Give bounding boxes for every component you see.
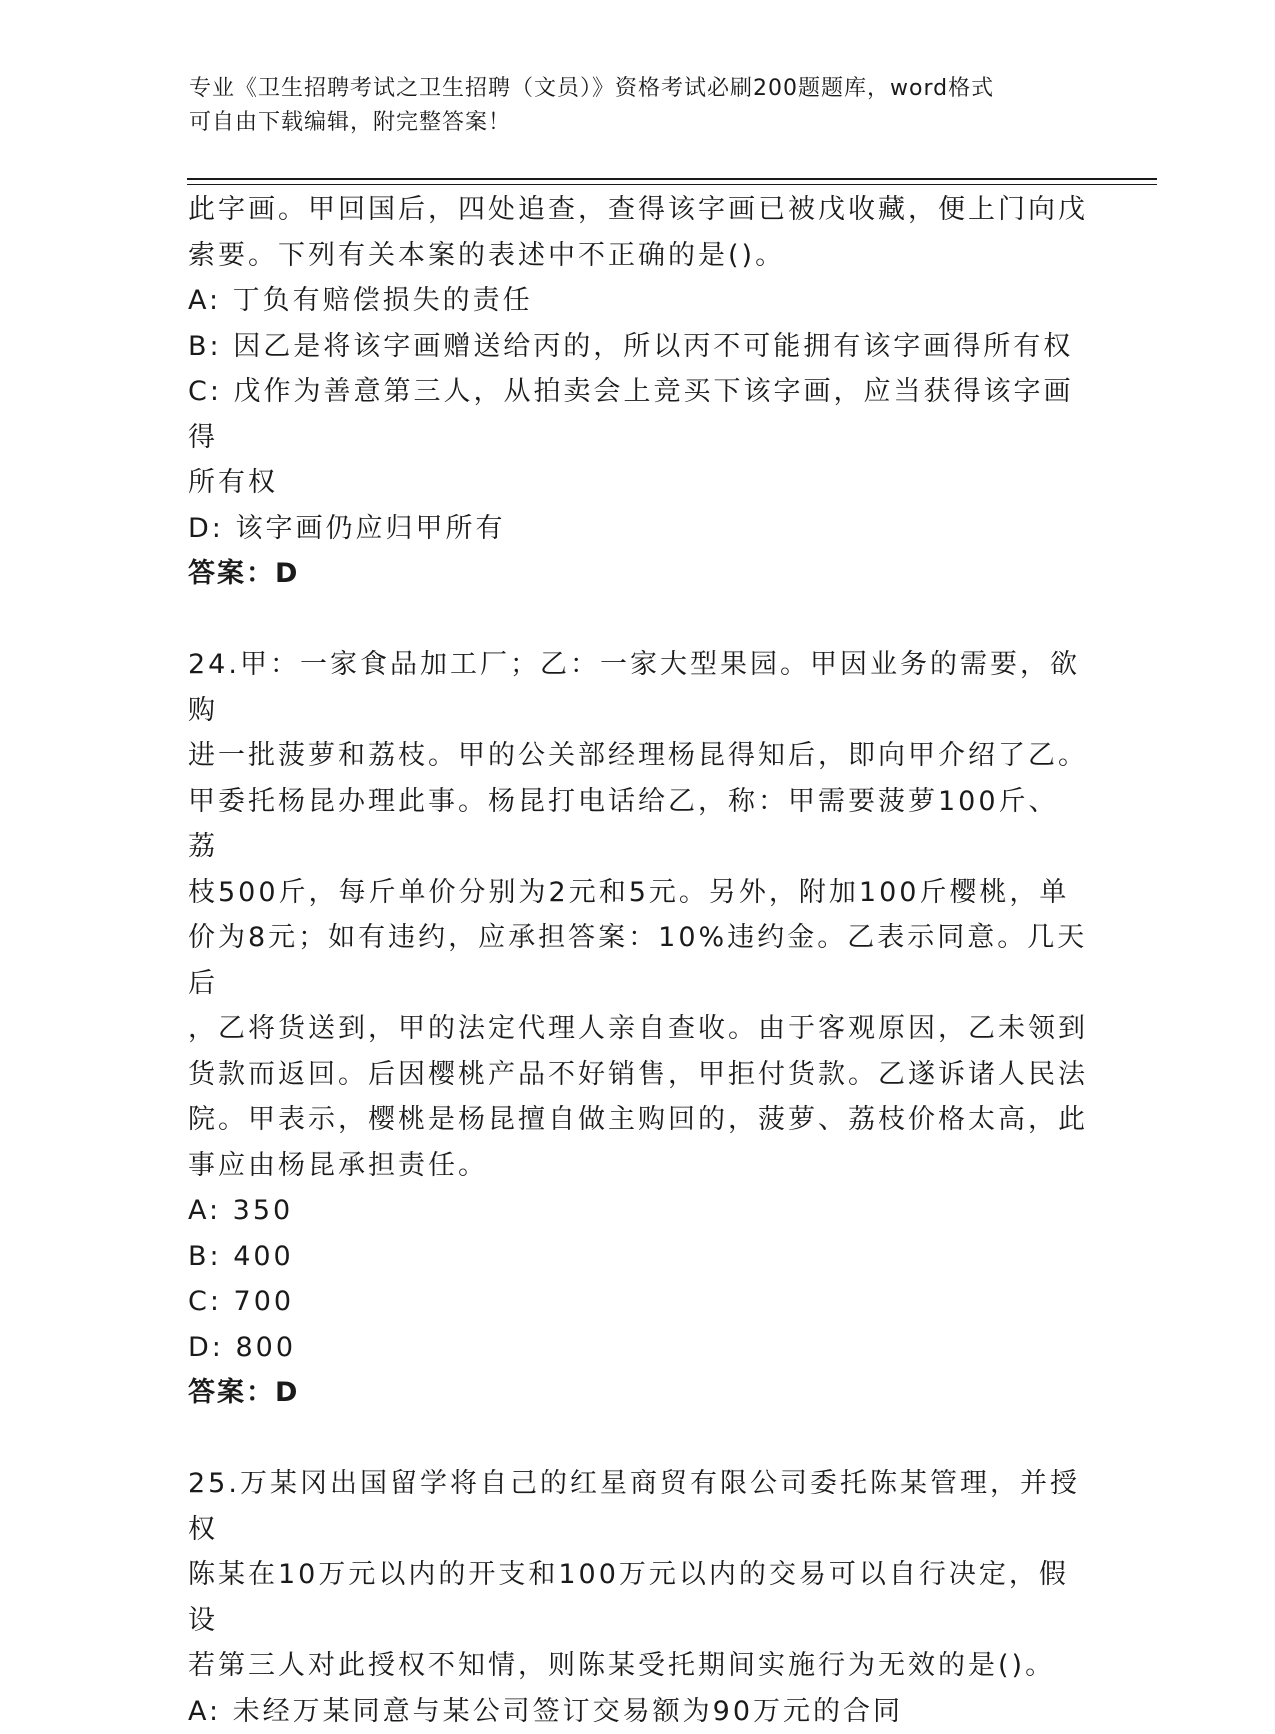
question-stem-line: 索要。下列有关本案的表述中不正确的是()。	[188, 233, 1088, 279]
question-spacer	[188, 597, 1088, 643]
option-d: D: 该字画仍应归甲所有	[188, 506, 1088, 552]
question-stem-line: 24.甲：一家食品加工厂；乙：一家大型果园。甲因业务的需要，欲购	[188, 642, 1088, 733]
option-b: B: 400	[188, 1234, 1088, 1280]
question-stem-line: 货款而返回。后因樱桃产品不好销售，甲拒付货款。乙遂诉诸人民法	[188, 1052, 1088, 1098]
question-content	[188, 187, 1088, 1734]
question-stem-line: 价为8元；如有违约，应承担答案：10%违约金。乙表示同意。几天后	[188, 915, 1088, 1006]
question-stem-line: 甲委托杨昆办理此事。杨昆打电话给乙，称：甲需要菠萝100斤、荔	[188, 779, 1088, 870]
question-stem-line: 若第三人对此授权不知情，则陈某受托期间实施行为无效的是()。	[188, 1643, 1088, 1689]
option-c: C: 700	[188, 1279, 1088, 1325]
header-rule-thick	[187, 178, 1157, 180]
question-stem-line: 院。甲表示，樱桃是杨昆擅自做主购回的，菠萝、荔枝价格太高，此	[188, 1097, 1088, 1143]
header-title-line-2: 可自由下载编辑，附完整答案！	[189, 106, 1089, 140]
question-stem-line: 进一批菠萝和荔枝。甲的公关部经理杨昆得知后，即向甲介绍了乙。	[188, 733, 1088, 779]
answer-label: 答案：D	[188, 551, 1088, 597]
question-stem-line: ，乙将货送到，甲的法定代理人亲自查收。由于客观原因，乙未领到	[188, 1006, 1088, 1052]
question-23	[188, 187, 1088, 597]
question-stem-line: 25.万某冈出国留学将自己的红星商贸有限公司委托陈某管理，并授权	[188, 1461, 1088, 1552]
question-stem-line: 此字画。甲回国后，四处追查，查得该字画已被戊收藏，便上门向戊	[188, 187, 1088, 233]
question-25	[188, 1461, 1088, 1734]
header-rule-thin	[187, 184, 1157, 185]
question-stem-line: 陈某在10万元以内的开支和100万元以内的交易可以自行决定，假设	[188, 1552, 1088, 1643]
answer-label: 答案：D	[188, 1370, 1088, 1416]
option-c-continued: 所有权	[188, 460, 1088, 506]
question-stem-line: 枝500斤，每斤单价分别为2元和5元。另外，附加100斤樱桃，单	[188, 870, 1088, 916]
option-b: B: 因乙是将该字画赠送给丙的，所以丙不可能拥有该字画得所有权	[188, 324, 1088, 370]
option-c: C: 戊作为善意第三人，从拍卖会上竞买下该字画，应当获得该字画得	[188, 369, 1088, 460]
document-header	[189, 72, 1089, 140]
question-spacer	[188, 1416, 1088, 1462]
header-title-line-1: 专业《卫生招聘考试之卫生招聘（文员）》资格考试必刷200题题库，word格式	[189, 72, 1089, 106]
option-d: D: 800	[188, 1325, 1088, 1371]
option-a: A: 丁负有赔偿损失的责任	[188, 278, 1088, 324]
question-24	[188, 642, 1088, 1416]
option-a: A: 350	[188, 1188, 1088, 1234]
question-stem-line: 事应由杨昆承担责任。	[188, 1143, 1088, 1189]
option-a: A: 未经万某同意与某公司签订交易额为90万元的合同	[188, 1689, 1088, 1734]
